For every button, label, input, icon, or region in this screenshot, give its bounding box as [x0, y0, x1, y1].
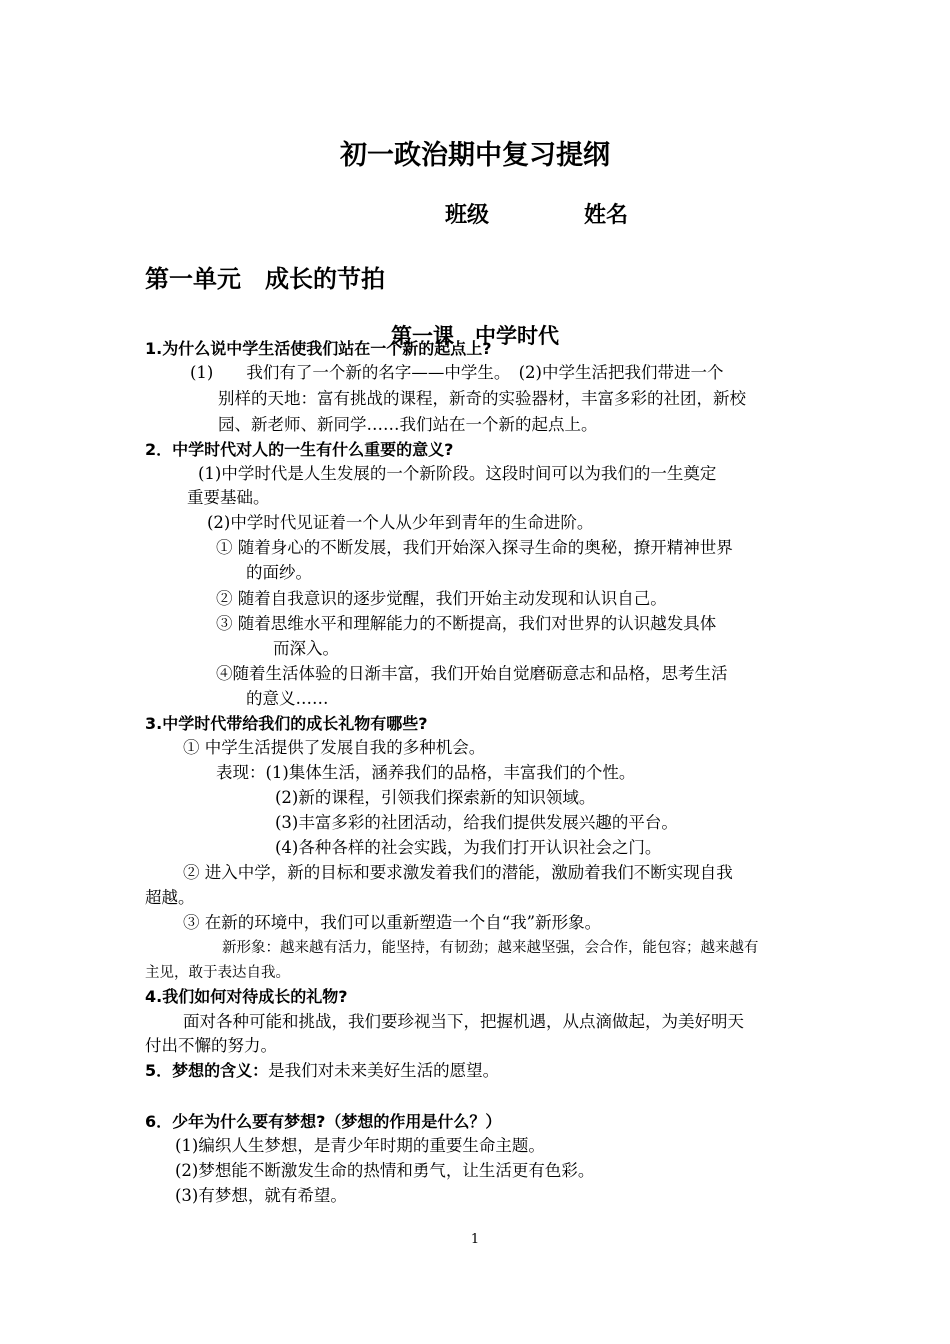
outline-line: ② 随着自我意识的逐步觉醒，我们开始主动发现和认识自己。: [216, 589, 667, 608]
class-name-line: [445, 198, 628, 229]
outline-line: [145, 1059, 499, 1083]
question-heading: 1.为什么说中学生活使我们站在一个新的起点上?: [145, 339, 492, 358]
outline-line: ① 中学生活提供了发展自我的多种机会。: [183, 738, 486, 757]
unit-heading: 第一单元 成长的节拍: [145, 265, 385, 293]
question-heading: 6．少年为什么要有梦想?（梦想的作用是什么？）: [145, 1112, 502, 1131]
outline-line: ④随着生活体验的日渐丰富，我们开始自觉磨砺意志和品格，思考生活: [216, 664, 728, 683]
outline-line: ③ 在新的环境中，我们可以重新塑造一个自“我”新形象。: [183, 913, 602, 932]
outline-line: (2)中学时代见证着一个人从少年到青年的生命进阶。: [207, 513, 594, 532]
outline-line: 而深入。: [273, 639, 339, 658]
outline-line: ② 进入中学，新的目标和要求激发着我们的潜能，激励着我们不断实现自我: [183, 863, 733, 882]
outline-line: 新形象：越来越有活力，能坚持，有韧劲；越来越坚强，会合作，能包容；越来越有: [222, 940, 759, 956]
name-label: 姓名: [584, 203, 629, 228]
outline-line: (2)梦想能不断激发生命的热情和勇气，让生活更有色彩。: [175, 1161, 595, 1180]
outline-line: 别样的天地：富有挑战的课程，新奇的实验器材，丰富多彩的社团，新校: [218, 389, 746, 408]
outline-line: 面对各种可能和挑战，我们要珍视当下，把握机遇，从点滴做起，为美好明天: [183, 1012, 744, 1031]
definition-text: 是我们对未来美好生活的愿望。: [268, 1061, 500, 1080]
question-heading: 2．中学时代对人的一生有什么重要的意义?: [145, 440, 454, 459]
outline-line: ③ 随着思维水平和理解能力的不断提高，我们对世界的认识越发具体: [216, 614, 717, 633]
outline-line: (1)中学时代是人生发展的一个新阶段。这段时间可以为我们的一生奠定: [198, 464, 717, 483]
class-label: 班级: [445, 203, 490, 228]
outline-line: 主见，敢于表达自我。: [145, 965, 290, 981]
outline-line: (3)丰富多彩的社团活动，给我们提供发展兴趣的平台。: [275, 813, 678, 832]
question-heading: 5．梦想的含义：: [145, 1061, 269, 1080]
outline-line: 付出不懈的努力。: [145, 1036, 277, 1055]
outline-line: 的意义……: [246, 689, 329, 708]
outline-line: 重要基础。: [187, 488, 270, 507]
outline-line: (3)有梦想，就有希望。: [175, 1186, 347, 1205]
outline-line: 园、新老师、新同学……我们站在一个新的起点上。: [218, 415, 598, 434]
document-title: 初一政治期中复习提纲: [340, 140, 610, 171]
outline-line: (2)新的课程，引领我们探索新的知识领域。: [275, 788, 596, 807]
question-heading: 3.中学时代带给我们的成长礼物有哪些?: [145, 714, 428, 733]
outline-line: ① 随着身心的不断发展，我们开始深入探寻生命的奥秘，撩开精神世界: [216, 538, 733, 557]
lesson-heading: 第一课 中学时代: [391, 324, 559, 348]
outline-line: 表现：(1)集体生活，涵养我们的品格，丰富我们的个性。: [216, 763, 636, 782]
question-heading: 4.我们如何对待成长的礼物?: [145, 987, 348, 1006]
outline-line: 的面纱。: [246, 563, 312, 582]
outline-line: (1) 我们有了一个新的名字——中学生。 (2)中学生活把我们带进一个: [190, 363, 724, 382]
page-number: 1: [470, 1232, 480, 1247]
outline-line: (1)编织人生梦想，是青少年时期的重要生命主题。: [175, 1136, 545, 1155]
outline-line: 超越。: [145, 888, 195, 907]
outline-line: (4)各种各样的社会实践，为我们打开认识社会之门。: [275, 838, 662, 857]
